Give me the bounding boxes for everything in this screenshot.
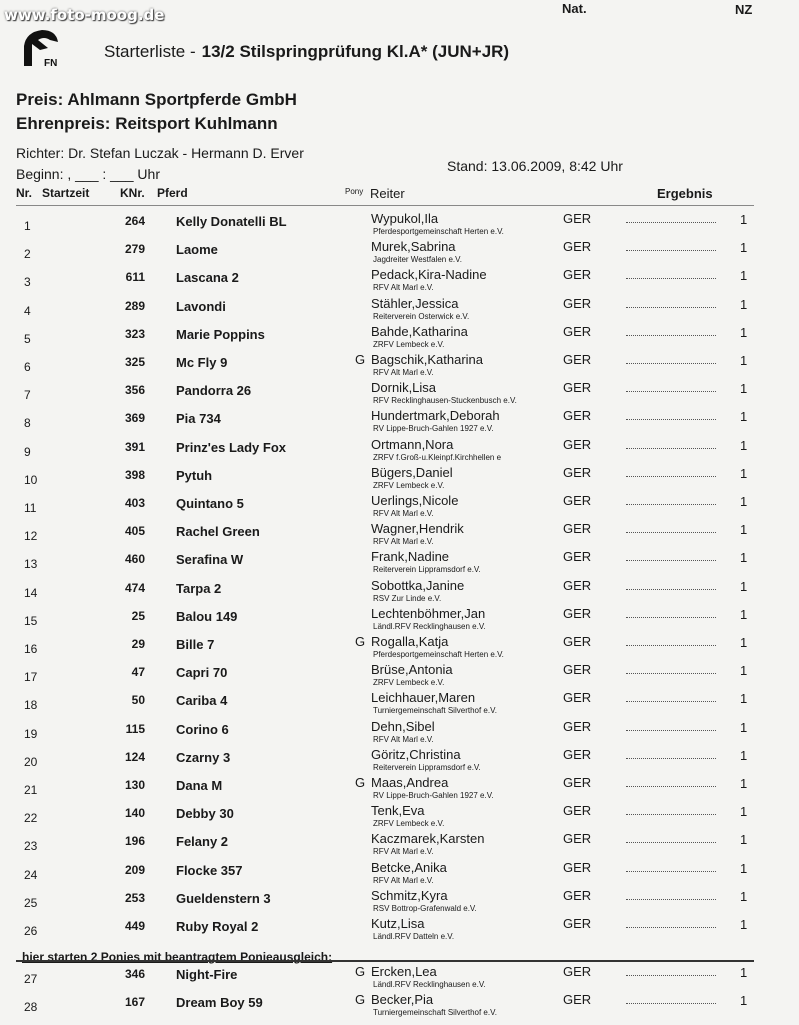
cell-ergebnis-blank xyxy=(626,919,716,928)
cell-knr: 47 xyxy=(131,665,145,680)
cell-ergebnis-blank xyxy=(626,722,716,731)
cell-nr: 25 xyxy=(24,895,38,910)
cell-horse: Mc Fly 9 xyxy=(176,355,228,370)
cell-horse: Felany 2 xyxy=(176,834,229,850)
table-row xyxy=(0,830,799,858)
cell-rider: Tenk,Eva xyxy=(371,803,425,819)
cell-nz: 1 xyxy=(740,663,748,679)
table-row xyxy=(0,633,799,661)
cell-knr: 167 xyxy=(124,995,145,1009)
cell-rider: Wagner,Hendrik xyxy=(371,521,464,537)
cell-club: RFV Alt Marl e.V. xyxy=(373,875,434,885)
cell-nz: 1 xyxy=(740,240,748,256)
cell-knr: 611 xyxy=(125,270,145,285)
cell-knr: 323 xyxy=(124,326,145,341)
cell-horse: Marie Poppins xyxy=(176,326,265,342)
cell-nr: 16 xyxy=(24,642,38,656)
cell-horse: Dana M xyxy=(176,778,223,793)
cell-ergebnis-blank xyxy=(626,214,716,223)
cell-nat: GER xyxy=(563,859,592,875)
cell-club: RFV Alt Marl e.V. xyxy=(373,734,434,744)
cell-ergebnis-blank xyxy=(626,609,716,618)
table-row xyxy=(0,266,799,294)
cell-club: RV Lippe-Bruch-Gahlen 1927 e.V. xyxy=(373,424,494,434)
pony-divider xyxy=(16,960,754,962)
cell-pony: G xyxy=(355,352,366,367)
cell-nr: 2 xyxy=(24,247,31,262)
cell-rider: Lechtenböhmer,Jan xyxy=(371,605,486,621)
cell-club: RFV Alt Marl e.V. xyxy=(373,509,434,518)
cell-pony: G xyxy=(355,634,366,649)
cell-nr: 14 xyxy=(24,585,38,600)
cell-club: Reiterverein Lippramsdorf e.V. xyxy=(373,762,481,772)
cell-rider: Hundertmark,Deborah xyxy=(371,408,500,424)
cell-horse: Czarny 3 xyxy=(176,749,231,765)
cell-horse: Lavondi xyxy=(176,298,226,314)
table-row xyxy=(0,887,799,915)
cell-nr: 9 xyxy=(24,444,31,459)
cell-rider: Bagschik,Katharina xyxy=(371,352,484,367)
cell-nat: GER xyxy=(563,662,592,678)
fn-horse-logo-icon xyxy=(18,26,62,70)
cell-club: Jagdreiter Westfalen e.V. xyxy=(373,255,462,265)
cell-horse: Pytuh xyxy=(176,467,213,483)
table-row xyxy=(0,407,799,435)
table-row xyxy=(0,605,799,633)
cell-nat: GER xyxy=(563,577,592,593)
cell-horse: Quintano 5 xyxy=(176,496,244,511)
table-row xyxy=(0,774,799,802)
cell-nat: GER xyxy=(563,436,592,452)
cell-ergebnis-blank xyxy=(626,581,716,590)
cell-nr: 21 xyxy=(24,783,38,797)
cell-knr: 25 xyxy=(131,608,145,623)
cell-club: Ländl.RFV Recklinghausen e.V. xyxy=(373,621,486,631)
cell-nz: 1 xyxy=(740,691,748,707)
cell-ergebnis-blank xyxy=(626,496,716,505)
cell-club: Ländl.RFV Recklinghausen e.V. xyxy=(373,980,486,989)
cell-nr: 24 xyxy=(24,867,38,882)
cell-horse: Tarpa 2 xyxy=(176,580,222,596)
cell-club: RFV Alt Marl e.V. xyxy=(373,537,434,547)
cell-ergebnis-blank xyxy=(626,778,716,787)
cell-nr: 11 xyxy=(24,501,37,515)
cell-ergebnis-blank xyxy=(626,327,716,336)
cell-rider: Rogalla,Katja xyxy=(371,634,449,649)
cell-horse: Night-Fire xyxy=(176,967,238,982)
cell-ergebnis-blank xyxy=(626,750,716,759)
cell-nat: GER xyxy=(563,521,592,537)
cell-knr: 29 xyxy=(131,637,145,651)
cell-rider: Göritz,Christina xyxy=(371,746,461,762)
cell-nat: GER xyxy=(563,718,592,734)
cell-rider: Betcke,Anika xyxy=(371,859,447,875)
cell-nat: GER xyxy=(563,549,592,565)
table-row xyxy=(0,520,799,548)
cell-nz: 1 xyxy=(740,965,748,980)
table-row xyxy=(0,379,799,407)
cell-horse: Laome xyxy=(176,242,218,258)
cell-nat: GER xyxy=(563,408,592,424)
cell-rider: Dehn,Sibel xyxy=(371,718,435,734)
cell-nr: 7 xyxy=(24,388,31,403)
cell-ergebnis-blank xyxy=(626,468,716,477)
cell-nz: 1 xyxy=(740,494,748,509)
cell-ergebnis-blank xyxy=(626,995,716,1004)
cell-club: RFV Recklinghausen-Stuckenbusch e.V. xyxy=(373,396,517,406)
cell-nz: 1 xyxy=(740,917,748,932)
cell-nr: 6 xyxy=(24,360,31,374)
cell-nz: 1 xyxy=(740,268,748,284)
cell-rider: Stähler,Jessica xyxy=(371,295,459,311)
cell-nat: GER xyxy=(563,803,592,819)
cell-rider: Schmitz,Kyra xyxy=(371,887,448,903)
cell-club: RFV Alt Marl e.V. xyxy=(373,283,434,293)
cell-knr: 325 xyxy=(124,355,145,369)
cell-club: Turniergemeinschaft Silverthof e.V. xyxy=(373,706,497,716)
col-header-pony: Pony xyxy=(345,187,364,196)
status-timestamp: Stand: 13.06.2009, 8:42 Uhr xyxy=(447,158,623,174)
cell-rider: Murek,Sabrina xyxy=(371,239,456,255)
cell-nz: 1 xyxy=(740,804,748,820)
cell-nz: 1 xyxy=(740,606,748,622)
cell-club: RFV Alt Marl e.V. xyxy=(373,847,434,857)
cell-nr: 4 xyxy=(24,303,31,318)
table-row xyxy=(0,295,799,323)
table-row xyxy=(0,492,799,520)
table-row xyxy=(0,963,799,991)
cell-horse: Balou 149 xyxy=(176,608,238,624)
table-row xyxy=(0,718,799,746)
cell-ergebnis-blank xyxy=(626,299,716,308)
cell-nz: 1 xyxy=(740,296,748,312)
cell-knr: 405 xyxy=(124,524,145,539)
cell-nat: GER xyxy=(563,352,592,367)
cell-club: Turniergemeinschaft Silverthof e.V. xyxy=(373,1008,497,1017)
cell-nz: 1 xyxy=(740,578,748,594)
cell-nat: GER xyxy=(563,992,592,1007)
cell-rider: Brüse,Antonia xyxy=(371,662,453,678)
cell-nz: 1 xyxy=(740,776,748,791)
cell-knr: 289 xyxy=(124,298,145,313)
start-time: Beginn: , ___ : ___ Uhr xyxy=(16,166,160,182)
col-header-knr: KNr. xyxy=(120,186,145,200)
table-row xyxy=(0,991,799,1019)
cell-horse: Prinz'es Lady Fox xyxy=(176,439,287,455)
table-row xyxy=(0,464,799,492)
cell-ergebnis-blank xyxy=(626,242,716,251)
cell-nr: 17 xyxy=(24,670,38,685)
cell-nat: GER xyxy=(563,634,592,649)
judges-line: Richter: Dr. Stefan Luczak - Hermann D. Erver xyxy=(16,145,304,161)
cell-nat: GER xyxy=(563,211,592,226)
cell-nz: 1 xyxy=(740,465,748,481)
col-header-pferd: Pferd xyxy=(157,186,188,200)
cell-knr: 196 xyxy=(124,834,145,849)
table-row xyxy=(0,689,799,717)
cell-rider: Bügers,Daniel xyxy=(371,464,453,480)
cell-rider: Kutz,Lisa xyxy=(371,916,425,931)
cell-nr: 22 xyxy=(24,811,38,826)
cell-club: RV Lippe-Bruch-Gahlen 1927 e.V. xyxy=(373,791,494,800)
table-row xyxy=(0,210,799,238)
cell-nr: 10 xyxy=(24,472,38,487)
cell-knr: 398 xyxy=(124,467,145,482)
cell-ergebnis-blank xyxy=(626,411,716,420)
cell-nz: 1 xyxy=(740,324,748,340)
cell-horse: Pandorra 26 xyxy=(176,383,252,399)
cell-nz: 1 xyxy=(740,993,748,1008)
cell-nz: 1 xyxy=(740,719,748,735)
cell-nz: 1 xyxy=(740,635,748,650)
cell-pony: G xyxy=(355,992,366,1007)
cell-horse: Bille 7 xyxy=(176,637,215,652)
cell-rider: Frank,Nadine xyxy=(371,549,450,565)
cell-rider: Dornik,Lisa xyxy=(371,380,437,396)
cell-nat: GER xyxy=(563,380,592,396)
cell-rider: Leichhauer,Maren xyxy=(371,690,476,706)
cell-nz: 1 xyxy=(740,832,748,848)
cell-horse: Cariba 4 xyxy=(176,693,228,709)
cell-nat: GER xyxy=(563,690,592,706)
cell-nr: 5 xyxy=(24,331,31,346)
cell-nr: 18 xyxy=(24,698,38,713)
cell-ergebnis-blank xyxy=(626,440,716,449)
cell-ergebnis-blank xyxy=(626,270,716,279)
cell-knr: 124 xyxy=(124,749,145,764)
cell-horse: Rachel Green xyxy=(176,524,260,540)
table-row xyxy=(0,859,799,887)
cell-ergebnis-blank xyxy=(626,693,716,702)
cell-nat: GER xyxy=(563,239,592,255)
cell-horse: Lascana 2 xyxy=(176,270,239,286)
cell-knr: 140 xyxy=(124,806,145,821)
cell-club: Ländl.RFV Datteln e.V. xyxy=(373,932,455,941)
cell-club: ZRFV Lembeck e.V. xyxy=(373,480,445,490)
cell-club: RSV Bottrop-Grafenwald e.V. xyxy=(373,903,477,913)
table-row xyxy=(0,915,799,943)
cell-knr: 403 xyxy=(124,496,145,510)
cell-nr: 26 xyxy=(24,924,38,938)
col-header-ergebnis: Ergebnis xyxy=(657,186,713,201)
cell-horse: Corino 6 xyxy=(176,721,229,737)
cell-knr: 130 xyxy=(124,778,145,792)
cell-club: ZRFV f.Groß-u.Kleinpf.Kirchhellen e xyxy=(373,452,502,462)
pony-note: hier starten 2 Ponies mit beantragtem Ponieausgleich: xyxy=(22,950,333,964)
cell-nr: 19 xyxy=(24,726,38,741)
table-row xyxy=(0,323,799,351)
cell-ergebnis-blank xyxy=(626,863,716,872)
cell-ergebnis-blank xyxy=(626,665,716,674)
cell-horse: Ruby Royal 2 xyxy=(176,919,259,934)
cell-horse: Capri 70 xyxy=(176,665,228,681)
cell-ergebnis-blank xyxy=(626,834,716,843)
cell-nat: GER xyxy=(563,916,592,931)
cell-nat: GER xyxy=(563,323,592,339)
cell-knr: 449 xyxy=(124,919,145,933)
cell-nat: GER xyxy=(563,746,592,762)
cell-rider: Uerlings,Nicole xyxy=(371,493,459,508)
cell-nr: 27 xyxy=(24,972,38,986)
cell-nat: GER xyxy=(563,605,592,621)
cell-pony: G xyxy=(355,964,366,979)
watermark: www.foto-moog.de xyxy=(4,6,165,24)
cell-nz: 1 xyxy=(740,381,748,397)
cell-nz: 1 xyxy=(740,353,748,368)
header-divider xyxy=(16,205,754,206)
cell-rider: Wypukol,Ila xyxy=(371,211,439,226)
svg-text:FN: FN xyxy=(44,58,58,69)
table-row xyxy=(0,238,799,266)
cell-nz: 1 xyxy=(740,522,748,538)
cell-rider: Maas,Andrea xyxy=(371,775,449,790)
honor-prize-sponsor: Ehrenpreis: Reitsport Kuhlmann xyxy=(16,114,278,133)
cell-knr: 50 xyxy=(131,693,145,708)
cell-knr: 356 xyxy=(124,383,145,398)
cell-nat: GER xyxy=(563,267,592,283)
col-header-nr: Nr. xyxy=(16,186,33,200)
cell-pony: G xyxy=(355,775,366,790)
cell-nz: 1 xyxy=(740,437,748,453)
cell-knr: 460 xyxy=(124,552,145,567)
cell-knr: 115 xyxy=(125,721,145,736)
cell-nr: 15 xyxy=(24,613,38,628)
cell-nat: GER xyxy=(563,964,592,979)
cell-nr: 1 xyxy=(24,219,31,233)
cell-nat: GER xyxy=(563,464,592,480)
cell-nat: GER xyxy=(563,295,592,311)
cell-ergebnis-blank xyxy=(626,383,716,392)
cell-ergebnis-blank xyxy=(626,524,716,533)
cell-knr: 474 xyxy=(124,580,145,595)
cell-rider: Kaczmarek,Karsten xyxy=(371,831,485,847)
cell-nz: 1 xyxy=(740,888,748,904)
cell-nr: 13 xyxy=(24,557,38,572)
cell-club: ZRFV Lembeck e.V. xyxy=(373,678,445,688)
table-row xyxy=(0,577,799,605)
table-row xyxy=(0,802,799,830)
col-header-nat: Nat. xyxy=(562,1,587,16)
table-row xyxy=(0,436,799,464)
cell-nat: GER xyxy=(563,831,592,847)
cell-nz: 1 xyxy=(740,212,748,227)
cell-knr: 346 xyxy=(124,967,145,981)
cell-ergebnis-blank xyxy=(626,637,716,646)
cell-horse: Gueldenstern 3 xyxy=(176,890,271,906)
cell-nr: 3 xyxy=(24,275,31,290)
cell-nat: GER xyxy=(563,493,592,508)
cell-knr: 253 xyxy=(124,890,145,905)
cell-nz: 1 xyxy=(740,860,748,876)
cell-horse: Serafina W xyxy=(176,552,244,568)
cell-nz: 1 xyxy=(740,550,748,566)
cell-club: Reiterverein Osterwick e.V. xyxy=(373,311,470,321)
cell-club: RSV Zur Linde e.V. xyxy=(373,593,442,603)
cell-horse: Pia 734 xyxy=(176,411,221,427)
cell-knr: 391 xyxy=(124,439,145,454)
table-row xyxy=(0,661,799,689)
cell-horse: Dream Boy 59 xyxy=(176,995,263,1010)
cell-rider: Bahde,Katharina xyxy=(371,323,468,339)
prize-sponsor: Preis: Ahlmann Sportpferde GmbH xyxy=(16,90,297,109)
cell-horse: Kelly Donatelli BL xyxy=(176,214,287,229)
cell-club: ZRFV Lembeck e.V. xyxy=(373,819,445,829)
cell-club: Pferdesportgemeinschaft Herten e.V. xyxy=(373,227,504,236)
cell-rider: Becker,Pia xyxy=(371,992,434,1007)
col-header-reiter: Reiter xyxy=(370,186,405,201)
cell-rider: Ercken,Lea xyxy=(371,964,437,979)
cell-club: RFV Alt Marl e.V. xyxy=(373,368,434,377)
cell-nr: 20 xyxy=(24,754,38,769)
col-header-startzeit: Startzeit xyxy=(42,186,90,200)
cell-ergebnis-blank xyxy=(626,967,716,976)
cell-rider: Ortmann,Nora xyxy=(371,436,454,452)
cell-ergebnis-blank xyxy=(626,891,716,900)
cell-rider: Sobottka,Janine xyxy=(371,577,465,593)
cell-nat: GER xyxy=(563,887,592,903)
col-header-nz: NZ xyxy=(735,2,753,17)
cell-knr: 264 xyxy=(124,214,145,228)
cell-ergebnis-blank xyxy=(626,552,716,561)
cell-knr: 279 xyxy=(124,242,145,257)
cell-club: ZRFV Lembeck e.V. xyxy=(373,339,445,349)
cell-rider: Pedack,Kira-Nadine xyxy=(371,267,487,283)
cell-nz: 1 xyxy=(740,409,748,425)
cell-knr: 209 xyxy=(124,862,145,877)
cell-ergebnis-blank xyxy=(626,355,716,364)
cell-horse: Debby 30 xyxy=(176,806,234,822)
cell-nr: 28 xyxy=(24,1000,38,1014)
cell-nr: 23 xyxy=(24,839,38,854)
cell-ergebnis-blank xyxy=(626,806,716,815)
cell-horse: Flocke 357 xyxy=(176,862,243,878)
cell-knr: 369 xyxy=(124,411,145,426)
cell-nz: 1 xyxy=(740,747,748,763)
cell-club: Reiterverein Lippramsdorf e.V. xyxy=(373,565,481,575)
document-title: Starterliste - 13/2 Stilspringprüfung Kl.A* (JUN+JR) xyxy=(104,42,510,61)
cell-nat: GER xyxy=(563,775,592,790)
table-row xyxy=(0,746,799,774)
cell-club: Pferdesportgemeinschaft Herten e.V. xyxy=(373,650,504,659)
cell-nr: 8 xyxy=(24,416,31,431)
cell-nr: 12 xyxy=(24,529,38,544)
table-row xyxy=(0,548,799,576)
table-row xyxy=(0,351,799,379)
